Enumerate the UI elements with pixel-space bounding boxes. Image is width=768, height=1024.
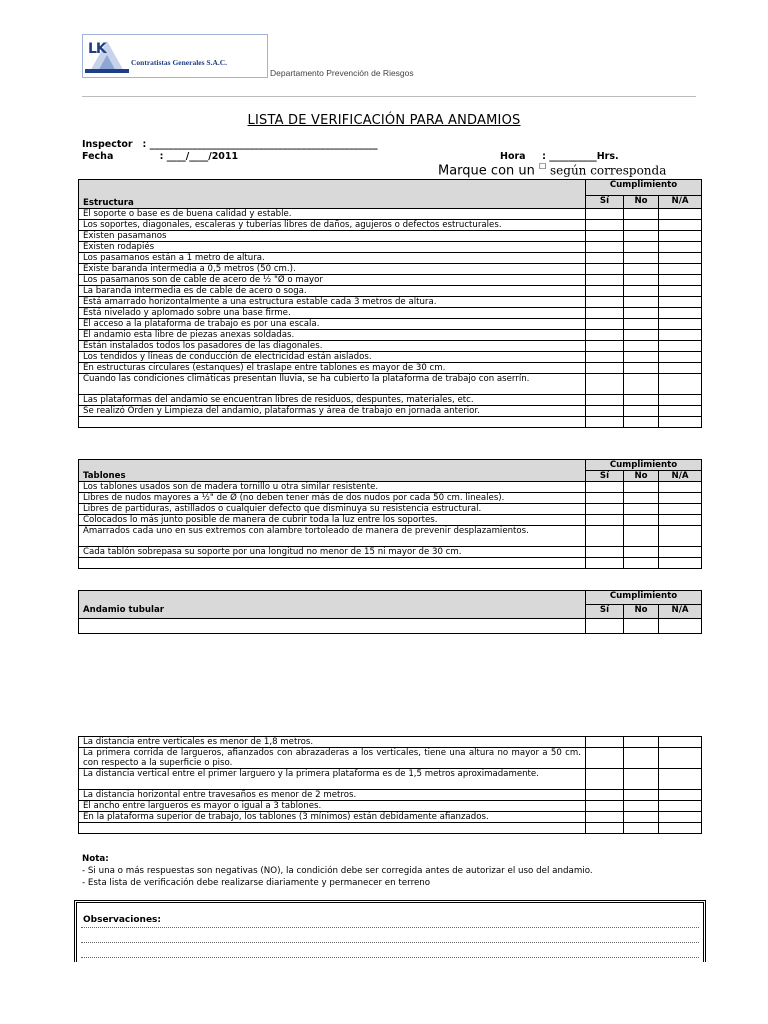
table-row bbox=[79, 275, 702, 286]
checkbox-si[interactable] bbox=[586, 231, 624, 242]
department-name: Departamento Prevención de Riesgos bbox=[270, 68, 414, 78]
checkbox-no[interactable] bbox=[624, 341, 659, 352]
checkbox-cell[interactable] bbox=[659, 417, 702, 428]
header-divider bbox=[82, 96, 696, 97]
checklist-item: La baranda intermedia es de cable de acero o soga. bbox=[79, 286, 586, 297]
checkbox-na[interactable] bbox=[659, 220, 702, 231]
checklist-item: Existen rodapiés bbox=[79, 242, 586, 253]
checkbox-si[interactable] bbox=[586, 515, 624, 526]
table-row bbox=[79, 395, 702, 406]
checkbox-no[interactable] bbox=[624, 297, 659, 308]
checkbox-si[interactable] bbox=[586, 297, 624, 308]
table-row bbox=[79, 209, 702, 220]
table-row-blank bbox=[79, 558, 702, 569]
table-row bbox=[79, 790, 702, 801]
checkbox-no[interactable] bbox=[624, 264, 659, 275]
checkbox-si[interactable] bbox=[586, 547, 624, 558]
checklist-item: Colocados lo más junto posible de manera de cubrir toda la luz entre los soportes. bbox=[79, 515, 586, 526]
page-title: LISTA DE VERIFICACIÓN PARA ANDAMIOS bbox=[247, 113, 521, 128]
no-header: No bbox=[624, 196, 659, 209]
company-logo bbox=[82, 34, 268, 78]
table-row bbox=[79, 363, 702, 374]
table-row bbox=[79, 341, 702, 352]
checkbox-no[interactable] bbox=[624, 308, 659, 319]
checkbox-no[interactable] bbox=[624, 242, 659, 253]
checklist-item: El ancho entre largueros es mayor o igual a 3 tablones. bbox=[79, 801, 586, 812]
checkbox-na[interactable] bbox=[659, 812, 702, 823]
table-row bbox=[79, 297, 702, 308]
checkbox-si[interactable] bbox=[586, 812, 624, 823]
checkbox-si[interactable] bbox=[586, 374, 624, 395]
checkbox-na[interactable] bbox=[659, 547, 702, 558]
checkbox-no[interactable] bbox=[624, 374, 659, 395]
checkbox-no[interactable] bbox=[624, 231, 659, 242]
checkbox-si[interactable] bbox=[586, 363, 624, 374]
checkbox-na[interactable] bbox=[659, 319, 702, 330]
cumplimiento-header: Cumplimiento bbox=[586, 180, 702, 196]
checkbox-na[interactable] bbox=[659, 242, 702, 253]
instruction-suffix: según corresponda bbox=[546, 163, 667, 178]
checklist-item: Los tablones usados son de madera tornillo u otra similar resistente. bbox=[79, 482, 586, 493]
estructura-table bbox=[78, 179, 702, 428]
checkbox-si[interactable] bbox=[586, 253, 624, 264]
inspector-field[interactable]: Inspector : ________________________________________________ bbox=[82, 139, 378, 150]
checkbox-na[interactable] bbox=[659, 406, 702, 417]
checkbox-na[interactable] bbox=[659, 363, 702, 374]
checkbox-no[interactable] bbox=[624, 330, 659, 341]
observaciones-label: Observaciones: bbox=[83, 915, 162, 925]
checklist-item: La primera corrida de largueros, afianzados con abrazaderas a los verticales, tiene una altura no mayor a 50 cm. con respecto a la superficie o piso. bbox=[79, 748, 586, 769]
table-row bbox=[79, 769, 702, 790]
checklist-item: La distancia entre verticales es menor de 1,8 metros. bbox=[79, 737, 586, 748]
checkbox-na[interactable] bbox=[659, 395, 702, 406]
checkbox-na[interactable] bbox=[659, 341, 702, 352]
table-row bbox=[79, 406, 702, 417]
cumplimiento-header: Cumplimiento bbox=[586, 460, 702, 471]
checklist-item: Están instalados todos los pasadores de las diagonales. bbox=[79, 341, 586, 352]
checkbox-si[interactable] bbox=[586, 275, 624, 286]
checkbox-no[interactable] bbox=[624, 253, 659, 264]
checklist-item: La distancia horizontal entre travesaños es menor de 2 metros. bbox=[79, 790, 586, 801]
si-header: Sí bbox=[586, 471, 624, 482]
nota-label: Nota: bbox=[82, 854, 109, 864]
checkbox-si[interactable] bbox=[586, 209, 624, 220]
logo-mark-icon bbox=[85, 35, 129, 77]
checkbox-si[interactable] bbox=[586, 242, 624, 253]
checklist-item: Libres de nudos mayores a ½" de Ø (no deben tener más de dos nudos por cada 50 cm. lineales). bbox=[79, 493, 586, 504]
table-row bbox=[79, 220, 702, 231]
checkbox-na[interactable] bbox=[659, 790, 702, 801]
no-header: No bbox=[624, 605, 659, 619]
checkbox-no[interactable] bbox=[624, 515, 659, 526]
checkbox-na[interactable] bbox=[659, 308, 702, 319]
checklist-item: Los soportes, diagonales, escaleras y tuberías libres de daños, agujeros o defectos estructurales. bbox=[79, 220, 586, 231]
checkbox-na[interactable] bbox=[659, 374, 702, 395]
checklist-item: Está amarrado horizontalmente a una estructura estable cada 3 metros de altura. bbox=[79, 297, 586, 308]
checkbox-cell[interactable] bbox=[586, 417, 624, 428]
checkbox-no[interactable] bbox=[624, 363, 659, 374]
hora-field[interactable]: Hora : __________Hrs. bbox=[500, 151, 619, 162]
blank-cell bbox=[79, 823, 586, 834]
table-row bbox=[79, 482, 702, 493]
na-header: N/A bbox=[659, 471, 702, 482]
checkbox-na[interactable] bbox=[659, 493, 702, 504]
checkbox-no[interactable] bbox=[624, 737, 659, 748]
checklist-item: El acceso a la plataforma de trabajo es por una escala. bbox=[79, 319, 586, 330]
estructura-section-title: Estructura bbox=[79, 180, 586, 209]
tablones-section-title: Tablones bbox=[79, 471, 586, 482]
table-row bbox=[79, 374, 702, 395]
checkbox-no[interactable] bbox=[624, 220, 659, 231]
checkbox-no[interactable] bbox=[624, 286, 659, 297]
table-row bbox=[79, 748, 702, 769]
checkbox-na[interactable] bbox=[659, 515, 702, 526]
checklist-item: Las plataformas del andamio se encuentran libres de residuos, despuntes, materiales, etc. bbox=[79, 395, 586, 406]
checkbox-no[interactable] bbox=[624, 352, 659, 363]
checkbox-na[interactable] bbox=[659, 619, 702, 634]
checkbox-no[interactable] bbox=[624, 526, 659, 547]
checkbox-no[interactable] bbox=[624, 493, 659, 504]
no-header: No bbox=[624, 471, 659, 482]
checklist-item: Los pasamanos están a 1 metro de altura. bbox=[79, 253, 586, 264]
checkbox-na[interactable] bbox=[659, 352, 702, 363]
checklist-item: Los pasamanos son de cable de acero de ½ "Ø o mayor bbox=[79, 275, 586, 286]
na-header: N/A bbox=[659, 196, 702, 209]
checkbox-na[interactable] bbox=[659, 275, 702, 286]
table-row bbox=[79, 515, 702, 526]
blank-cell bbox=[79, 417, 586, 428]
checkbox-si[interactable] bbox=[586, 341, 624, 352]
tubular-table bbox=[78, 590, 702, 634]
checklist-item: Existe baranda intermedia a 0,5 metros (50 cm.). bbox=[79, 264, 586, 275]
checkbox-na[interactable] bbox=[659, 737, 702, 748]
table-row bbox=[79, 526, 702, 547]
checkbox-icon: ☐ bbox=[539, 162, 547, 171]
checkbox-no[interactable] bbox=[624, 504, 659, 515]
checkbox-na[interactable] bbox=[659, 297, 702, 308]
checklist-item: La distancia vertical entre el primer larguero y la primera plataforma es de 1,5 metros aproximadamente. bbox=[79, 769, 586, 790]
checkbox-no[interactable] bbox=[624, 319, 659, 330]
checkbox-cell[interactable] bbox=[624, 823, 659, 834]
table-row bbox=[79, 352, 702, 363]
checkbox-si[interactable] bbox=[586, 748, 624, 769]
checklist-item: Se realizó Orden y Limpieza del andamio, plataformas y área de trabajo en jornada anterior. bbox=[79, 406, 586, 417]
checkbox-no[interactable] bbox=[624, 275, 659, 286]
logo-text: LK bbox=[88, 41, 106, 57]
cumplimiento-header: Cumplimiento bbox=[586, 591, 702, 605]
blank-cell bbox=[79, 558, 586, 569]
checkbox-no[interactable] bbox=[624, 801, 659, 812]
checklist-item: En la plataforma superior de trabajo, los tablones (3 mínimos) están debidamente afianzados. bbox=[79, 812, 586, 823]
checkbox-si[interactable] bbox=[586, 220, 624, 231]
checkbox-si[interactable] bbox=[586, 801, 624, 812]
checkbox-si[interactable] bbox=[586, 482, 624, 493]
checklist-item: Cuando las condiciones climáticas presentan lluvia, se ha cubierto la plataforma de trabajo con aserrín. bbox=[79, 374, 586, 395]
checkbox-si[interactable] bbox=[586, 504, 624, 515]
table-row bbox=[79, 547, 702, 558]
checkbox-cell[interactable] bbox=[586, 558, 624, 569]
checkbox-si[interactable] bbox=[586, 526, 624, 547]
checkbox-na[interactable] bbox=[659, 526, 702, 547]
checkbox-na[interactable] bbox=[659, 748, 702, 769]
table-row bbox=[79, 493, 702, 504]
checklist-item: En estructuras circulares (estanques) el traslape entre tablones es mayor de 30 cm. bbox=[79, 363, 586, 374]
observaciones-line[interactable] bbox=[81, 927, 699, 928]
checkbox-si[interactable] bbox=[586, 790, 624, 801]
tablones-header-spacer bbox=[79, 460, 586, 471]
checkbox-cell[interactable] bbox=[659, 558, 702, 569]
checkbox-si[interactable] bbox=[586, 330, 624, 341]
checklist-item: Cada tablón sobrepasa su soporte por una longitud no menor de 15 ni mayor de 30 cm. bbox=[79, 547, 586, 558]
checkbox-na[interactable] bbox=[659, 482, 702, 493]
table-row bbox=[79, 319, 702, 330]
checkbox-no[interactable] bbox=[624, 406, 659, 417]
table-row-blank bbox=[79, 619, 586, 634]
checklist-item: Está nivelado y aplomado sobre una base firme. bbox=[79, 308, 586, 319]
checkbox-si[interactable] bbox=[586, 286, 624, 297]
checklist-item: Amarrados cada uno en sus extremos con alambre tortoleado de manera de prevenir desplazamientos. bbox=[79, 526, 586, 547]
observaciones-line[interactable] bbox=[81, 942, 699, 943]
checkbox-na[interactable] bbox=[659, 209, 702, 220]
checklist-item: Los tendidos y líneas de conducción de electricidad están aislados. bbox=[79, 352, 586, 363]
checkbox-na[interactable] bbox=[659, 801, 702, 812]
instruction-prefix: Marque con un bbox=[438, 163, 540, 179]
table-row bbox=[79, 231, 702, 242]
checkbox-si[interactable] bbox=[586, 264, 624, 275]
checkbox-no[interactable] bbox=[624, 547, 659, 558]
checkbox-si[interactable] bbox=[586, 308, 624, 319]
checkbox-na[interactable] bbox=[659, 253, 702, 264]
table-row-blank bbox=[79, 823, 702, 834]
table-row bbox=[79, 737, 702, 748]
checkbox-si[interactable] bbox=[586, 619, 624, 634]
nota-block bbox=[82, 853, 593, 889]
table-row bbox=[79, 330, 702, 341]
checkbox-cell[interactable] bbox=[659, 823, 702, 834]
fecha-field[interactable]: Fecha : ____/____/2011 bbox=[82, 151, 239, 162]
checkbox-no[interactable] bbox=[624, 619, 659, 634]
table-row bbox=[79, 242, 702, 253]
checklist-item: El andamio esta libre de piezas anexas soldadas. bbox=[79, 330, 586, 341]
si-header: Sí bbox=[586, 605, 624, 619]
table-row bbox=[79, 308, 702, 319]
checkbox-na[interactable] bbox=[659, 264, 702, 275]
nota-line: - Si una o más respuestas son negativas (NO), la condición debe ser corregida antes de autorizar el uso del andamio. bbox=[82, 866, 593, 876]
checkbox-si[interactable] bbox=[586, 737, 624, 748]
checkbox-na[interactable] bbox=[659, 286, 702, 297]
checklist-item: El soporte o base es de buena calidad y estable. bbox=[79, 209, 586, 220]
table-row bbox=[79, 253, 702, 264]
table-row bbox=[79, 264, 702, 275]
checkbox-no[interactable] bbox=[624, 209, 659, 220]
checkbox-no[interactable] bbox=[624, 395, 659, 406]
checkbox-no[interactable] bbox=[624, 748, 659, 769]
company-name: Contratistas Generales S.A.C. bbox=[131, 57, 228, 67]
instruction-text bbox=[438, 162, 666, 178]
checkbox-na[interactable] bbox=[659, 330, 702, 341]
tablones-table bbox=[78, 459, 702, 569]
checkbox-cell[interactable] bbox=[624, 558, 659, 569]
checkbox-no[interactable] bbox=[624, 812, 659, 823]
tubular-items-table bbox=[78, 736, 702, 834]
table-row bbox=[79, 801, 702, 812]
checkbox-si[interactable] bbox=[586, 769, 624, 790]
observaciones-box[interactable] bbox=[74, 900, 706, 962]
observaciones-line[interactable] bbox=[81, 957, 699, 958]
checklist-item: Existen pasamanos bbox=[79, 231, 586, 242]
table-row bbox=[79, 812, 702, 823]
checkbox-na[interactable] bbox=[659, 231, 702, 242]
checkbox-si[interactable] bbox=[586, 319, 624, 330]
checkbox-na[interactable] bbox=[659, 504, 702, 515]
checkbox-no[interactable] bbox=[624, 769, 659, 790]
checkbox-na[interactable] bbox=[659, 769, 702, 790]
checkbox-si[interactable] bbox=[586, 352, 624, 363]
checkbox-no[interactable] bbox=[624, 790, 659, 801]
table-row bbox=[79, 286, 702, 297]
table-row bbox=[79, 504, 702, 515]
checkbox-si[interactable] bbox=[586, 395, 624, 406]
table-row-blank bbox=[79, 417, 702, 428]
checkbox-no[interactable] bbox=[624, 482, 659, 493]
checkbox-cell[interactable] bbox=[624, 417, 659, 428]
nota-line: - Esta lista de verificación debe realizarse diariamente y permanecer en terreno bbox=[82, 878, 431, 888]
tubular-header-spacer bbox=[79, 591, 586, 605]
si-header: Sí bbox=[586, 196, 624, 209]
na-header: N/A bbox=[659, 605, 702, 619]
checkbox-si[interactable] bbox=[586, 493, 624, 504]
checkbox-si[interactable] bbox=[586, 406, 624, 417]
tubular-section-title: Andamio tubular bbox=[79, 605, 586, 619]
checklist-item: Libres de partiduras, astillados o cualquier defecto que disminuya su resistencia estructural. bbox=[79, 504, 586, 515]
checkbox-cell[interactable] bbox=[586, 823, 624, 834]
